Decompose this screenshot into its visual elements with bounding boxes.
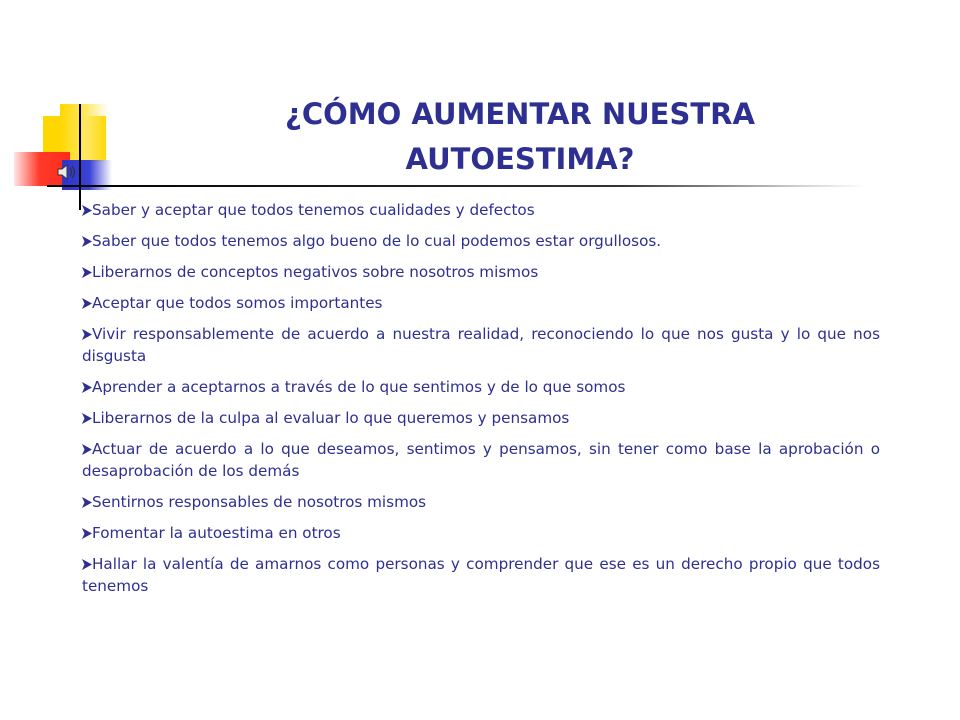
bullet-item [82,491,880,513]
speaker-icon[interactable] [56,162,78,182]
slide-title: ¿CÓMO AUMENTAR NUESTRA AUTOESTIMA? [285,97,755,176]
bullet-item [82,230,880,252]
arrow-right-icon [82,413,92,424]
decorative-horizontal-line [47,185,867,187]
bullet-item [82,292,880,314]
bullet-text: Liberarnos de la culpa al evaluar lo que queremos y pensamos [92,409,570,427]
arrow-right-icon [82,329,92,340]
bullet-text: Aceptar que todos somos importantes [92,294,383,312]
bullet-item [82,522,880,544]
bullet-item [82,323,880,367]
arrow-right-icon [82,298,92,309]
decorative-vertical-line [79,104,81,210]
bullet-item [82,199,880,221]
bullet-item [82,261,880,283]
bullet-list [82,199,880,606]
bullet-text: Saber y aceptar que todos tenemos cualidades y defectos [92,201,535,219]
bullet-text: Hallar la valentía de amarnos como personas y comprender que ese es un derecho propio que todos tenemos [82,555,880,595]
arrow-right-icon [82,528,92,539]
bullet-text: Fomentar la autoestima en otros [92,524,341,542]
bullet-item [82,407,880,429]
arrow-right-icon [82,497,92,508]
bullet-item [82,438,880,482]
bullet-text: Actuar de acuerdo a lo que deseamos, sentimos y pensamos, sin tener como base la aprobación o desaprobación de los demás [82,440,880,480]
bullet-text: Vivir responsablemente de acuerdo a nuestra realidad, reconociendo lo que nos gusta y lo que nos disgusta [82,325,880,365]
bullet-text: Saber que todos tenemos algo bueno de lo cual podemos estar orgullosos. [92,232,662,250]
arrow-right-icon [82,382,92,393]
bullet-text: Aprender a aceptarnos a través de lo que sentimos y de lo que somos [92,378,626,396]
bullet-item [82,376,880,398]
arrow-right-icon [82,559,92,570]
arrow-right-icon [82,205,92,216]
arrow-right-icon [82,444,92,455]
arrow-right-icon [82,236,92,247]
bullet-text: Liberarnos de conceptos negativos sobre nosotros mismos [92,263,539,281]
bullet-text: Sentirnos responsables de nosotros mismos [92,493,427,511]
arrow-right-icon [82,267,92,278]
bullet-item [82,553,880,597]
